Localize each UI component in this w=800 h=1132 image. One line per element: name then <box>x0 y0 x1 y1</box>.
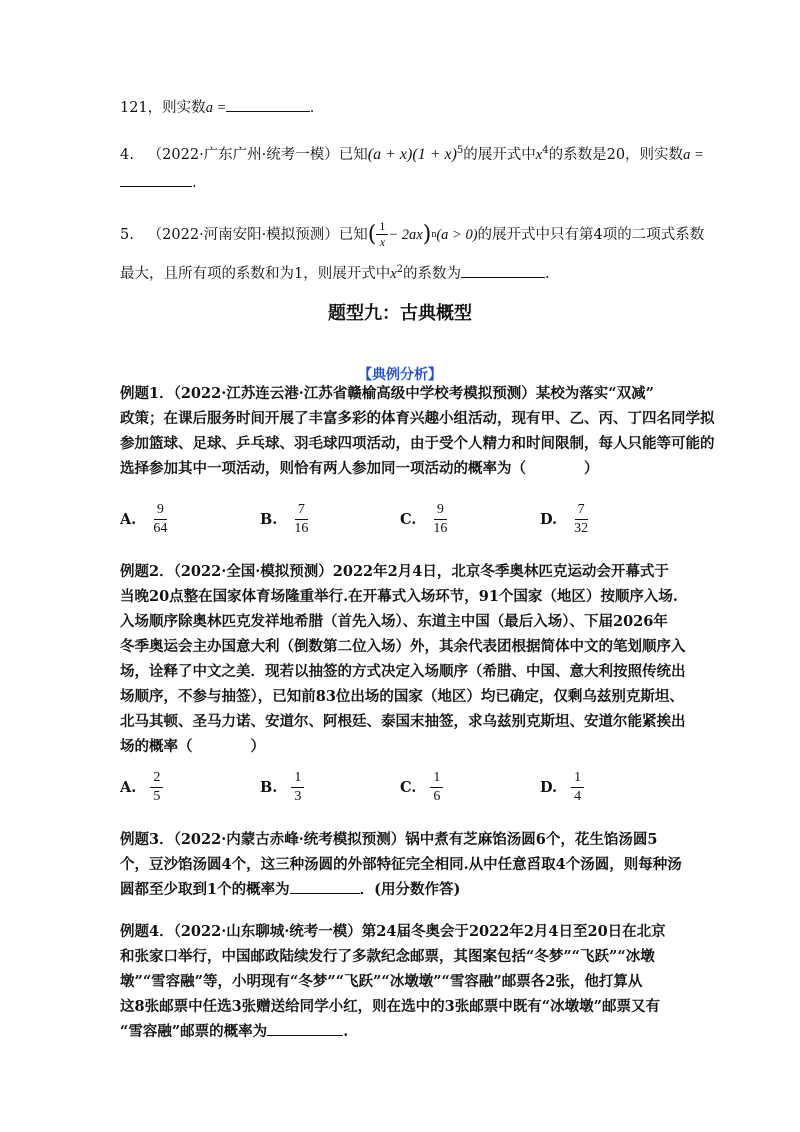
q5-after-text: 的展开式中只有第4项的二项式系数 <box>477 226 705 243</box>
ex2-line-3: 入场顺序除奥林匹克发祥地希腊（首先入场）、东道主中国（最后入场）、下届2026年 <box>120 613 668 630</box>
section-title: 题型九：古典概型 <box>328 303 472 324</box>
q5-line2 <box>120 259 550 285</box>
q5-answer-blank[interactable] <box>461 263 545 278</box>
q5-var-x: x <box>390 265 397 282</box>
ex1-option-d[interactable]: D. $\frac{7}{32}$ <box>540 502 589 536</box>
q5-end: . <box>545 265 550 282</box>
ex2-option-d[interactable]: D. $\frac{1}{4}$ <box>540 770 584 805</box>
q4-number: 4. <box>120 146 134 163</box>
example-analysis-heading: 【典例分析】 <box>358 367 442 383</box>
ex1-line-1: 例题1．（2022·江苏连云港·江苏省赣榆高级中学校考模拟预测）某校为落实“双减” <box>120 385 654 402</box>
q3-var-a: a <box>205 100 213 116</box>
ex4-line-3: 墩”“雪容融”等，小明现有“冬梦”“飞跃”“冰墩墩”“雪容融”邮票各2张，他打算从 <box>120 973 643 990</box>
q4-mid-text: 的展开式中 <box>463 146 536 163</box>
ex2-line-8: 场的概率（ ） <box>120 738 265 755</box>
ex1-option-b[interactable]: B. $\frac{7}{16}$ <box>260 502 309 536</box>
ex1-option-c[interactable]: C. $\frac{9}{16}$ <box>400 502 448 536</box>
q4-exp-4: 4 <box>542 145 549 156</box>
q4-end: . <box>192 175 197 191</box>
q4-answer-blank[interactable] <box>120 172 192 187</box>
q5-line1: 5. （2022·河南安阳·模拟预测）已知 ( $\frac{1}{x}$ − 2ax ) n (a > 0) 的展开式中只有第4项的二项式系数 <box>120 219 705 249</box>
ex4-line-5: “雪容融”邮票的概率为 . <box>120 1023 349 1040</box>
ex4-line-2: 和张家口举行，中国邮政陆续发行了多款纪念邮票，其图案包括“冬梦”“飞跃”“冰墩 <box>120 948 655 965</box>
q5-exp-n: n <box>431 228 437 240</box>
ex2-line-5: 场，诠释了中文之美．现若以抽签的方式决定入场顺序（希腊、中国、意大利按照传统出 <box>120 663 686 680</box>
q4-source: （2022·广东广州·统考一模）已知 <box>147 146 368 163</box>
q3-tail-line <box>120 97 314 119</box>
q3-answer-blank[interactable] <box>226 97 310 112</box>
q4-exp-5: 5 <box>456 145 464 156</box>
q5-exp-2: 2 <box>396 264 404 275</box>
ex2-line-4: 冬季奥运会主办国意大利（倒数第二位入场）外，其余代表团根据简体中文的笔划顺序入 <box>120 638 686 655</box>
ex3-line-1: 例题3．（2022·内蒙古赤峰·统考模拟预测）锅中煮有芝麻馅汤圆6个，花生馅汤圆5 <box>120 831 658 848</box>
q4-eq: = <box>694 146 704 163</box>
ex4-line-4: 这8张邮票中任选3张赠送给同学小红，则在选中的3张邮票中既有“冰墩墩”邮票又有 <box>120 998 660 1015</box>
ex2-line-1: 例题2．（2022·全国·模拟预测）2022年2月4日，北京冬季奥林匹克运动会开幕式于 <box>120 563 669 580</box>
q3-tail-text: 121，则实数 <box>120 100 206 116</box>
q3-end: . <box>309 100 315 116</box>
ex4-line-1: 例题4．（2022·山东聊城·统考一模）第24届冬奥会于2022年2月4日至20日在北京 <box>120 923 666 940</box>
q4-expr-1-plus-x: (1 + x) <box>412 145 457 163</box>
q4-var-x: x <box>535 146 543 163</box>
q5-fraction: $\frac{1}{x}$ <box>376 220 388 249</box>
ex1-line-3: 参加篮球、足球、乒乓球、羽毛球四项活动，由于受个人精力和时间限制，每人只能等可能的 <box>120 435 715 452</box>
ex1-line-4: 选择参加其中一项活动，则恰有两人参加同一项活动的概率为（ ） <box>120 460 599 477</box>
q5-source: （2022·河南安阳·模拟预测）已知 <box>147 226 368 243</box>
ex2-option-b[interactable]: B. $\frac{1}{3}$ <box>260 770 304 805</box>
ex4-answer-blank[interactable] <box>267 1021 343 1036</box>
ex2-option-a[interactable]: A. $\frac{2}{5}$ <box>120 770 163 805</box>
q4-line2 <box>120 172 197 194</box>
q4-var-a: a <box>683 146 691 163</box>
q5-line2-post: 的系数为 <box>403 265 462 282</box>
ex1-option-a[interactable]: A. $\frac{9}{64}$ <box>120 502 168 536</box>
q5-condition: (a > 0) <box>436 226 478 243</box>
ex3-line-2: 个，豆沙馅汤圆4个，这三种汤圆的外部特征完全相同.从中任意舀取4个汤圆，则每种汤 <box>120 856 682 873</box>
q5-number: 5. <box>120 226 134 243</box>
ex1-line-2: 政策；在课后服务时间开展了丰富多彩的体育兴趣小组活动，现有甲、乙、丙、丁四名同学拟 <box>120 410 715 427</box>
ex3-answer-blank[interactable] <box>290 879 360 894</box>
q4-after-text: 的系数是20，则实数 <box>548 146 684 163</box>
ex2-line-2: 当晚20点整在国家体育场隆重举行.在开幕式入场环节，91个国家（地区）按顺序入场. <box>120 588 678 605</box>
q5-line2-pre: 最大，且所有项的系数和为1，则展开式中 <box>120 265 391 282</box>
ex3-line-3: 圆都至少取到1个的概率为 ．(用分数作答) <box>120 881 461 898</box>
ex2-line-7: 北马其顿、圣马力诺、安道尔、阿根廷、泰国末抽签，求乌兹别克斯坦、安道尔能紧挨出 <box>120 713 686 730</box>
q4-expr-a-plus-x: (a + x) <box>367 145 413 163</box>
ex2-line-6: 场顺序，不参与抽签），已知前83位出场的国家（地区）均已确定，仅剩乌兹别克斯坦、 <box>120 688 684 705</box>
q5-expr: − 2ax <box>388 226 423 243</box>
ex2-option-c[interactable]: C. $\frac{1}{6}$ <box>400 770 443 805</box>
q3-eq: = <box>217 100 226 116</box>
q4-line1 <box>120 140 703 166</box>
